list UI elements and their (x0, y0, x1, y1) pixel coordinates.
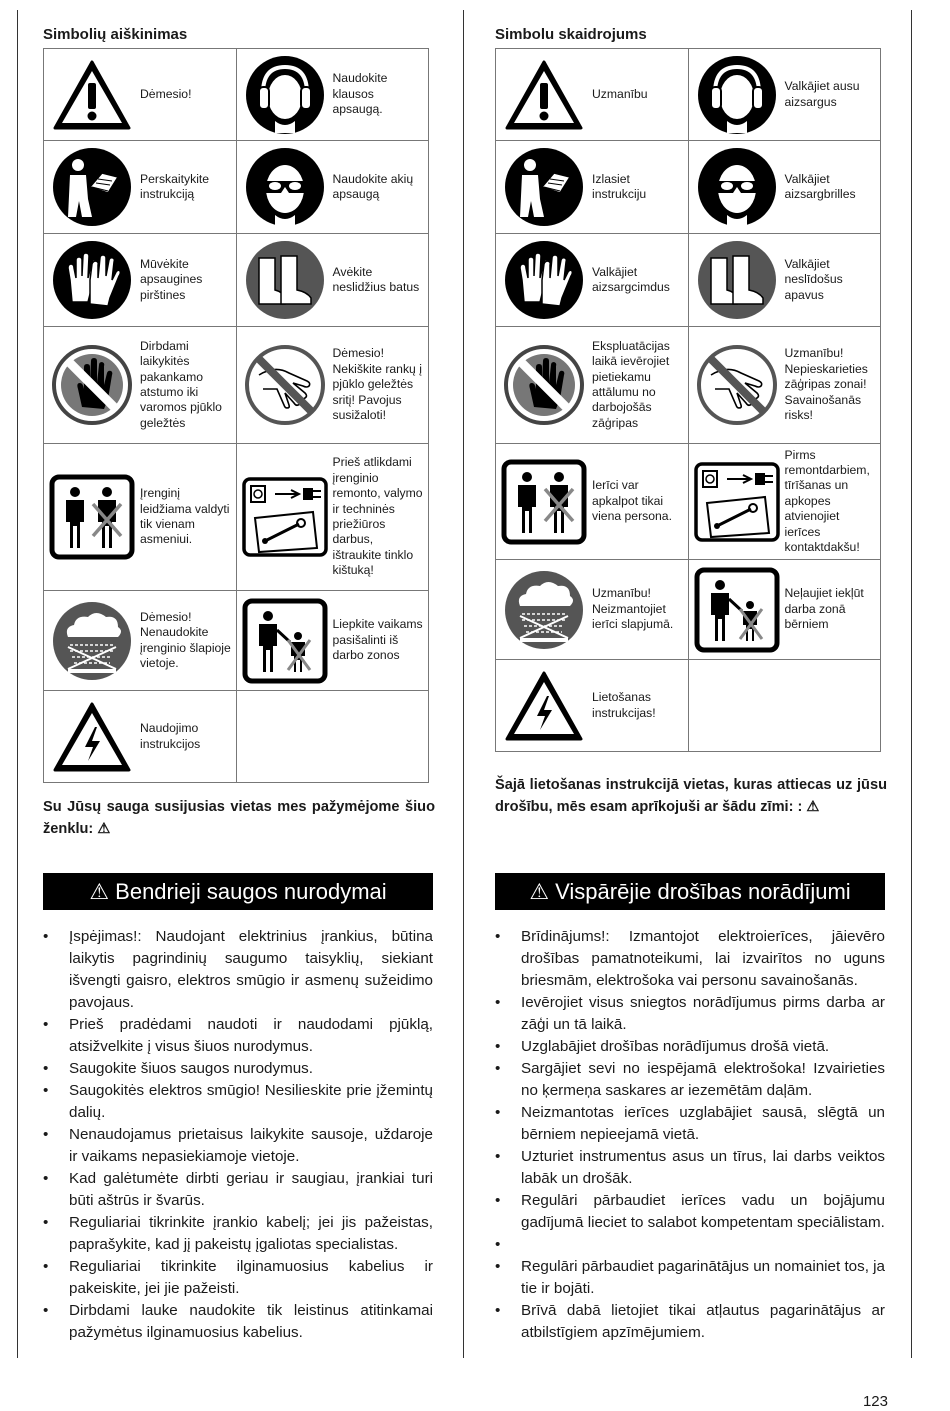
no-rain-icon (44, 601, 140, 681)
symbol-caption: Dėmesio! Nekiškite rankų į pjūklo geležtės sritį! Pavojus susižaloti! (332, 346, 422, 423)
symbol-entry (689, 567, 881, 653)
symbol-row (44, 691, 429, 783)
symbol-entry (496, 147, 688, 227)
instruction-item: • Dirbdami lauke naudokite tik leistinus atitinkamai pažymėtus ilginamuosius kabelius. (43, 1300, 433, 1344)
symbol-caption: Uzmanību (592, 86, 648, 101)
symbol-cell (496, 49, 689, 141)
symbols-table (43, 48, 429, 783)
read-manual-icon (496, 147, 592, 227)
instruction-item: • Uzglabājiet drošības norādījumus drošā vietā. (495, 1036, 885, 1058)
eye-protection-icon (237, 147, 333, 227)
gloves-icon (496, 240, 592, 320)
symbol-row (44, 141, 429, 234)
symbol-entry (689, 55, 881, 135)
warning-triangle-icon (496, 59, 592, 131)
symbol-entry (237, 55, 429, 135)
no-hand-icon (44, 345, 140, 425)
safety-boots-icon (689, 240, 785, 320)
instruction-item: • Nenaudojamus prietaisus laikykite sausoje, uždaroje ir vaikams nepasiekiamoje vietoje. (43, 1124, 433, 1168)
instruction-item: • Prieš pradėdami naudoti ir naudodami pjūklą, atsižvelkite į visus šiuos nurodymus. (43, 1014, 433, 1058)
right-margin-line (911, 10, 912, 1358)
no-hand-icon (496, 345, 592, 425)
symbol-caption: Ekspluatācijas laikā ievērojiet pietiekamu attālumu no darbojošās zāģripas (592, 338, 670, 430)
no-reach-icon (689, 345, 785, 425)
symbol-cell (688, 234, 881, 327)
symbol-row (496, 660, 881, 752)
section-heading: ⚠ Bendrieji saugos nurodymai (43, 873, 433, 910)
symbol-caption: Naudokite klausos apsaugą. (332, 71, 388, 117)
safety-instructions-list (43, 926, 433, 1344)
symbol-entry (496, 59, 688, 131)
symbol-entry (689, 240, 881, 320)
symbol-caption: Prieš atlikdami įrenginio remonto, valymo ir techninės priežiūros darbus, ištraukite tinklo kištuką! (332, 455, 423, 578)
symbol-caption: Liepkite vaikams pasišalinti iš darbo zonos (332, 617, 423, 663)
symbol-caption: Pirms remontdarbiem, tīrīšanas un apkopes atvienojiet ierīces kontaktdakšu! (784, 447, 870, 555)
instruction-item: • Brīdinājums!: Izmantojot elektroierīces, jāievēro drošības pamatnoteikumi, lai izvairītos no uguns briesmām, elektrošoka vai personu savainošanās. (495, 926, 885, 992)
symbol-caption: Valkājiet aizsargcimdus (592, 264, 670, 294)
symbols-table (495, 48, 881, 752)
symbol-row (44, 49, 429, 141)
symbol-cell (44, 49, 237, 141)
instruction-item (495, 1234, 885, 1256)
symbol-caption: Neļaujiet iekļūt darba zonā bērniem (784, 586, 864, 632)
empty-cell (688, 660, 881, 752)
symbol-entry (44, 240, 236, 320)
symbol-row (496, 444, 881, 560)
instruction-item: • Neizmantotas ierīces uzglabājiet sausā, slēgtā un bērniem nepieejamā vietā. (495, 1102, 885, 1146)
read-manual-icon (44, 147, 140, 227)
symbol-caption: Ierīci var apkalpot tikai viena persona. (592, 478, 672, 524)
symbol-cell (236, 141, 429, 234)
instruction-item: • Uzturiet instrumentus asus un tīrus, lai darbs veiktos labāk un drošāk. (495, 1146, 885, 1190)
symbol-cell (236, 49, 429, 141)
no-reach-icon (237, 345, 333, 425)
symbol-entry (496, 459, 688, 545)
symbol-cell (44, 327, 237, 444)
safety-note: Su Jūsų sauga susijusias vietas mes pažymėjome šiuo ženklu: ⚠ (43, 799, 435, 837)
symbol-cell (44, 141, 237, 234)
high-voltage-icon (44, 701, 140, 773)
symbol-caption: Uzmanību! Neizmantojiet ierīci slapjumā. (592, 586, 674, 632)
symbol-entry (689, 448, 881, 556)
symbol-entry (496, 670, 688, 742)
gloves-icon (44, 240, 140, 320)
symbol-entry (44, 147, 236, 227)
instruction-item: • Kad galėtumėte dirbti geriau ir saugiau, įrankiai turi būti aštrūs ir švarūs. (43, 1168, 433, 1212)
symbol-cell (688, 327, 881, 444)
symbol-caption: Lietošanas instrukcijas! (592, 690, 656, 720)
instruction-item: • Ievērojiet visus sniegtos norādījumus pirms darba ar zāģi un tā laikā. (495, 992, 885, 1036)
symbol-row (44, 234, 429, 327)
symbol-entry (44, 701, 236, 773)
instruction-item: • Saugokite šiuos saugos nurodymus. (43, 1058, 433, 1080)
symbol-row (44, 444, 429, 591)
instruction-item: • Įspėjimas!: Naudojant elektrinius įrankius, būtina laikytis pagrindinių saugumo taisyklių, siekiant išvengti gaisro, elektros smūgio ir asmenų sužeidimo pavojaus. (43, 926, 433, 1014)
symbol-cell (44, 691, 237, 783)
symbol-caption: Izlasiet instrukciju (592, 171, 647, 201)
no-rain-icon (496, 570, 592, 650)
symbol-cell (688, 141, 881, 234)
section-heading: ⚠ Vispārējie drošības norādījumi (495, 873, 885, 910)
symbol-row (496, 327, 881, 444)
column-divider-line (463, 10, 464, 1358)
symbol-cell (236, 327, 429, 444)
symbol-row (44, 327, 429, 444)
symbol-cell (236, 591, 429, 691)
instruction-item: • Brīvā dabā lietojiet tikai atļautus pagarinātājus ar atbilstīgiem apzīmējumiem. (495, 1300, 885, 1344)
safety-instructions-list (495, 926, 885, 1344)
symbol-caption: Valkājiet aizsargbrilles (784, 171, 856, 201)
symbol-row (496, 560, 881, 660)
symbol-entry (237, 455, 429, 578)
instruction-item: • Reguliariai tikrinkite įrankio kabelį; jei jis pažeistas, paprašykite, kad jį pakeistų įgaliotas specialistas. (43, 1212, 433, 1256)
symbol-cell (44, 591, 237, 691)
symbol-cell (236, 444, 429, 591)
ear-protection-icon (689, 55, 785, 135)
symbol-caption: Naudojimo instrukcijos (140, 721, 201, 751)
symbol-entry (496, 570, 688, 650)
symbol-caption: Naudokite akių apsaugą (332, 171, 414, 201)
unplug-icon (689, 461, 785, 543)
symbol-cell (236, 234, 429, 327)
symbol-entry (237, 240, 429, 320)
symbol-caption: Dėmesio! (140, 86, 192, 101)
empty-cell (236, 691, 429, 783)
instruction-item: • Regulāri pārbaudiet pagarinātājus un nomainiet tos, ja tie ir bojāti. (495, 1256, 885, 1300)
symbol-row (496, 49, 881, 141)
symbol-caption: Dėmesio! Nenaudokite įrenginio šlapioje vietoje. (140, 609, 231, 670)
symbol-caption: Įrenginį leidžiama valdyti tik vienam asmeniui. (140, 486, 230, 547)
symbol-entry (496, 240, 688, 320)
symbols-title: Simbolu skaidrojums (495, 26, 647, 43)
symbol-caption: Valkājiet neslīdošus apavus (784, 256, 843, 302)
symbol-cell (496, 234, 689, 327)
instruction-item: • Saugokitės elektros smūgio! Nesilieskite prie įžemintų dalių. (43, 1080, 433, 1124)
symbol-cell (496, 560, 689, 660)
symbol-cell (496, 444, 689, 560)
symbol-caption: Uzmanību! Nepieskarieties zāģripas zonai! Savainošanās risks! (784, 346, 868, 423)
eye-protection-icon (689, 147, 785, 227)
symbol-entry (237, 598, 429, 684)
symbol-caption: Valkājiet ausu aizsargus (784, 79, 860, 109)
symbol-cell (44, 234, 237, 327)
symbol-entry (44, 601, 236, 681)
symbol-cell (688, 444, 881, 560)
left-margin-line (17, 10, 18, 1358)
symbol-cell (44, 444, 237, 591)
symbols-title: Simbolių aiškinimas (43, 26, 188, 43)
unplug-icon (237, 476, 333, 558)
symbol-entry (44, 59, 236, 131)
symbol-cell (688, 49, 881, 141)
warning-triangle-icon (44, 59, 140, 131)
instruction-item: • Reguliariai tikrinkite ilginamuosius kabelius ir pakeiskite, jei jie pažeisti. (43, 1256, 433, 1300)
symbol-cell (496, 141, 689, 234)
symbol-caption: Dirbdami laikykitės pakankamo atstumo iki varomos pjūklo geležtės (140, 338, 222, 430)
safety-note: Šajā lietošanas instrukcijā vietas, kuras attiecas uz jūsu drošību, mēs esam aprīkojuši ar šādu zīmi: : ⚠ (495, 777, 887, 815)
symbol-caption: Mūvėkite apsaugines pirštines (140, 256, 203, 302)
high-voltage-icon (496, 670, 592, 742)
symbol-row (44, 591, 429, 691)
symbol-row (496, 141, 881, 234)
symbol-caption: Avėkite neslidžius batus (332, 264, 420, 294)
keep-children-away-icon (689, 567, 785, 653)
symbol-caption: Perskaitykite instrukciją (140, 171, 210, 201)
ear-protection-icon (237, 55, 333, 135)
instruction-item: • Sargājiet sevi no iespējamā elektrošoka! Izvairieties no ķermeņa saskares ar iezemētām daļām. (495, 1058, 885, 1102)
single-operator-icon (44, 474, 140, 560)
symbol-entry (44, 339, 236, 431)
symbol-entry (689, 345, 881, 425)
single-operator-icon (496, 459, 592, 545)
keep-children-away-icon (237, 598, 333, 684)
symbol-entry (237, 147, 429, 227)
instruction-item: • Regulāri pārbaudiet ierīces vadu un bojājumu gadījumā lieciet to salabot kompetentam speciālistam. (495, 1190, 885, 1234)
symbol-entry (496, 339, 688, 431)
safety-boots-icon (237, 240, 333, 320)
page-number: 123 (862, 1393, 888, 1410)
symbol-cell (688, 560, 881, 660)
symbol-entry (689, 147, 881, 227)
symbol-entry (237, 345, 429, 425)
symbol-row (496, 234, 881, 327)
symbol-cell (496, 660, 689, 752)
symbol-entry (44, 474, 236, 560)
symbol-cell (496, 327, 689, 444)
